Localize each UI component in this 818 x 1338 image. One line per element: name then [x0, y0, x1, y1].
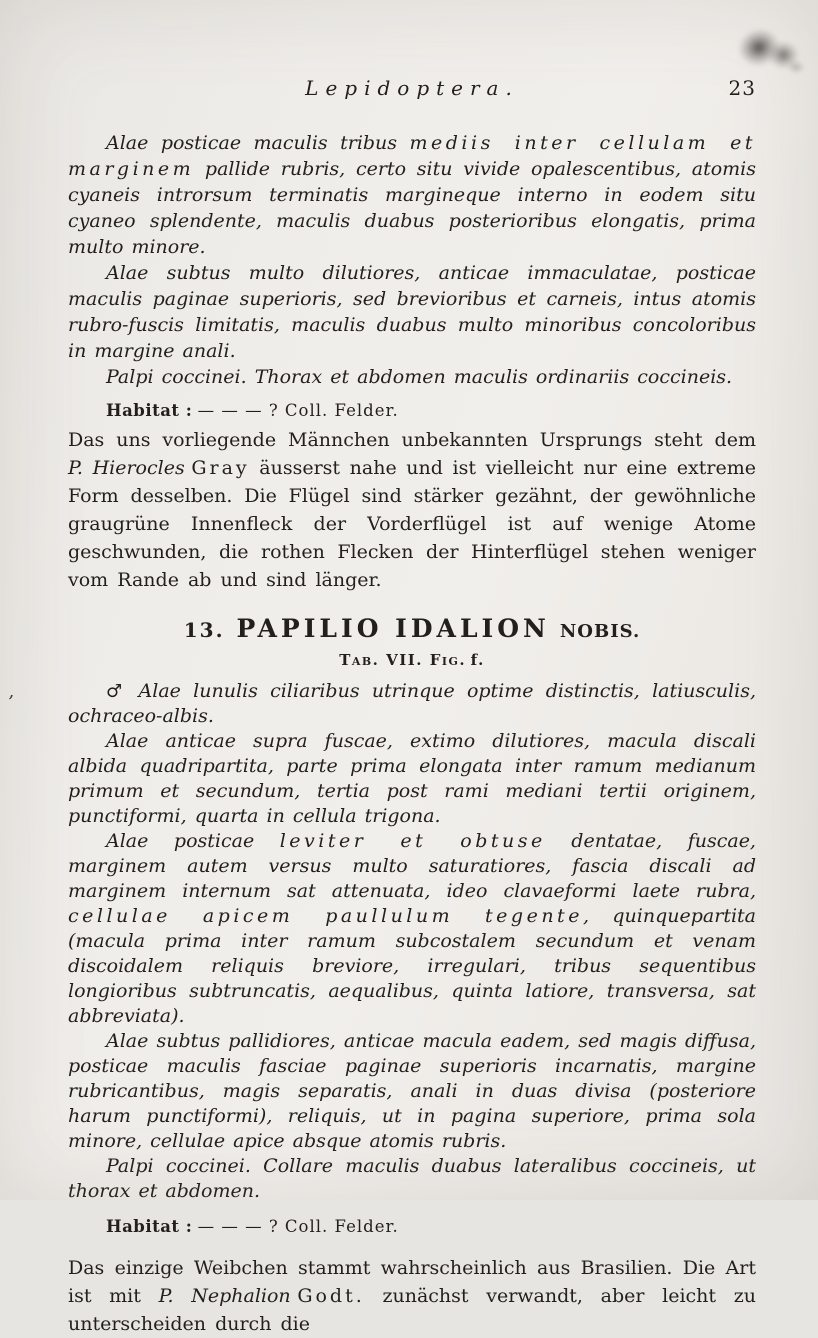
plate-reference-text: Tab. VII. Fig.	[339, 651, 467, 669]
plate-reference	[68, 651, 756, 669]
latin-diagnosis-paragraph: Palpi coccinei. Collare maculis duabus lateralibus coccineis, ut thorax et abdomen.	[68, 1155, 756, 1202]
page-header	[68, 0, 756, 102]
species-heading	[68, 614, 756, 643]
habitat-line	[106, 1216, 756, 1238]
latin-diagnosis-paragraph	[68, 130, 756, 260]
author-name: Gray	[191, 457, 250, 479]
plate-figure-letter: f.	[470, 651, 485, 669]
species-name: PAPILIO IDALION	[236, 614, 550, 643]
latin-text: dentatae, fuscae, marginem autem versus multo saturatiores, fascia discali ad marginem internum sat attenuata, ideo clavaeformi laete rubra,	[68, 830, 756, 902]
latin-text: , quinquepartita (macula prima inter ramum subcostalem secundum et venam discoidalem reliquis breviore, irregulari, tribus sequentibus longioribus subtruncatis, aequalibus, quinta latiore, transversa, sat abbreviata).	[68, 905, 756, 1027]
running-title: Lepidoptera.	[305, 76, 519, 100]
author-name: Godt.	[297, 1285, 365, 1307]
latin-diagnosis-paragraph	[68, 829, 756, 1029]
male-symbol: ♂	[106, 681, 127, 702]
german-remark-paragraph	[68, 426, 756, 594]
habitat-value: — — — ? Coll. Felder.	[197, 401, 399, 420]
habitat-label: Habitat :	[106, 401, 193, 420]
latin-diagnosis-paragraph: Alae anticae supra fuscae, extimo dilutiores, macula discali albida quadripartita, parte prima elongata inter ramum medianum primum et secundum, tertia post rami mediani tertii originem, punctiformi, quarta in cellula trigona.	[68, 730, 756, 827]
species-author: NOBIS.	[559, 621, 641, 642]
latin-text-emphasized: cellulae apicem paullulum tegente	[68, 905, 583, 927]
latin-text-emphasized: leviter et obtuse	[279, 830, 546, 852]
latin-text-emphasized: mediis inter cellulam et marginem	[68, 132, 757, 180]
page-number: 23	[728, 76, 756, 100]
habitat-label: Habitat :	[106, 1217, 193, 1236]
species-13-section	[68, 614, 756, 1338]
german-text: Das einzige Weibchen stammt wahrscheinlich aus Brasilien. Die Art ist mit	[68, 1257, 756, 1307]
latin-text: Alae posticae	[106, 830, 280, 852]
margin-artifact-mark: ’	[8, 692, 14, 713]
latin-diagnosis-paragraph: Palpi coccinei. Thorax et abdomen maculis ordinariis coccineis.	[106, 366, 733, 388]
ink-smudge-tail	[787, 60, 805, 74]
latin-text: pallide rubris, certo situ vivide opalescentibus, atomis cyaneis introrsum terminatis margineque interno in eodem situ cyaneo splendente, maculis duabus posterioribus elongatis, prima multo minore.	[68, 158, 756, 258]
species-12-continuation	[68, 130, 756, 594]
latin-diagnosis-paragraph: Alae subtus multo dilutiores, anticae immaculatae, posticae maculis paginae superioris, sed brevioribus et carneis, intus atomis rubro-fuscis limitatis, maculis duabus multo minoribus concoloribus in margine anali.	[68, 262, 756, 362]
species-name-reference: P. Hierocles	[68, 457, 185, 479]
latin-diagnosis-paragraph: Alae subtus pallidiores, anticae macula eadem, sed magis diffusa, posticae maculis fasciae paginae superioris incarnatis, margine rubricantibus, magis separatis, anali in duas divisa (posteriore harum punctiformi), reliquis, ut in pagina superiore, prima sola minore, cellulae apice absque atomis rubris.	[68, 1030, 756, 1152]
latin-diagnosis-paragraph	[68, 679, 756, 729]
german-text: äusserst nahe und ist vielleicht nur eine extreme Form desselben. Die Flügel sind stärker gezähnt, der gewöhnliche graugrüne Innenfleck der Vorderflügel ist auf wenige Atome geschwunden, die rothen Flecken der Hinterflügel stehen weniger vom Rande ab und sind länger.	[68, 457, 756, 591]
text-block	[68, 0, 756, 1338]
ink-smudge-small	[768, 41, 799, 69]
latin-text: Alae lunulis ciliaribus utrinque optime distinctis, latiusculis, ochraceo-albis.	[68, 680, 756, 727]
german-remark-paragraph	[68, 1254, 756, 1338]
latin-text: Alae posticae maculis tribus	[106, 132, 410, 154]
species-13-description	[68, 679, 756, 1204]
habitat-value: — — — ? Coll. Felder.	[197, 1217, 399, 1236]
german-text: Das uns vorliegende Männchen unbekannten Ursprungs steht dem	[68, 429, 756, 451]
habitat-line	[106, 400, 756, 422]
species-number: 13.	[183, 618, 225, 642]
species-name-reference: P. Nephalion	[158, 1285, 291, 1307]
german-text: zunächst verwandt, aber leicht zu unterscheiden durch die	[68, 1285, 756, 1335]
